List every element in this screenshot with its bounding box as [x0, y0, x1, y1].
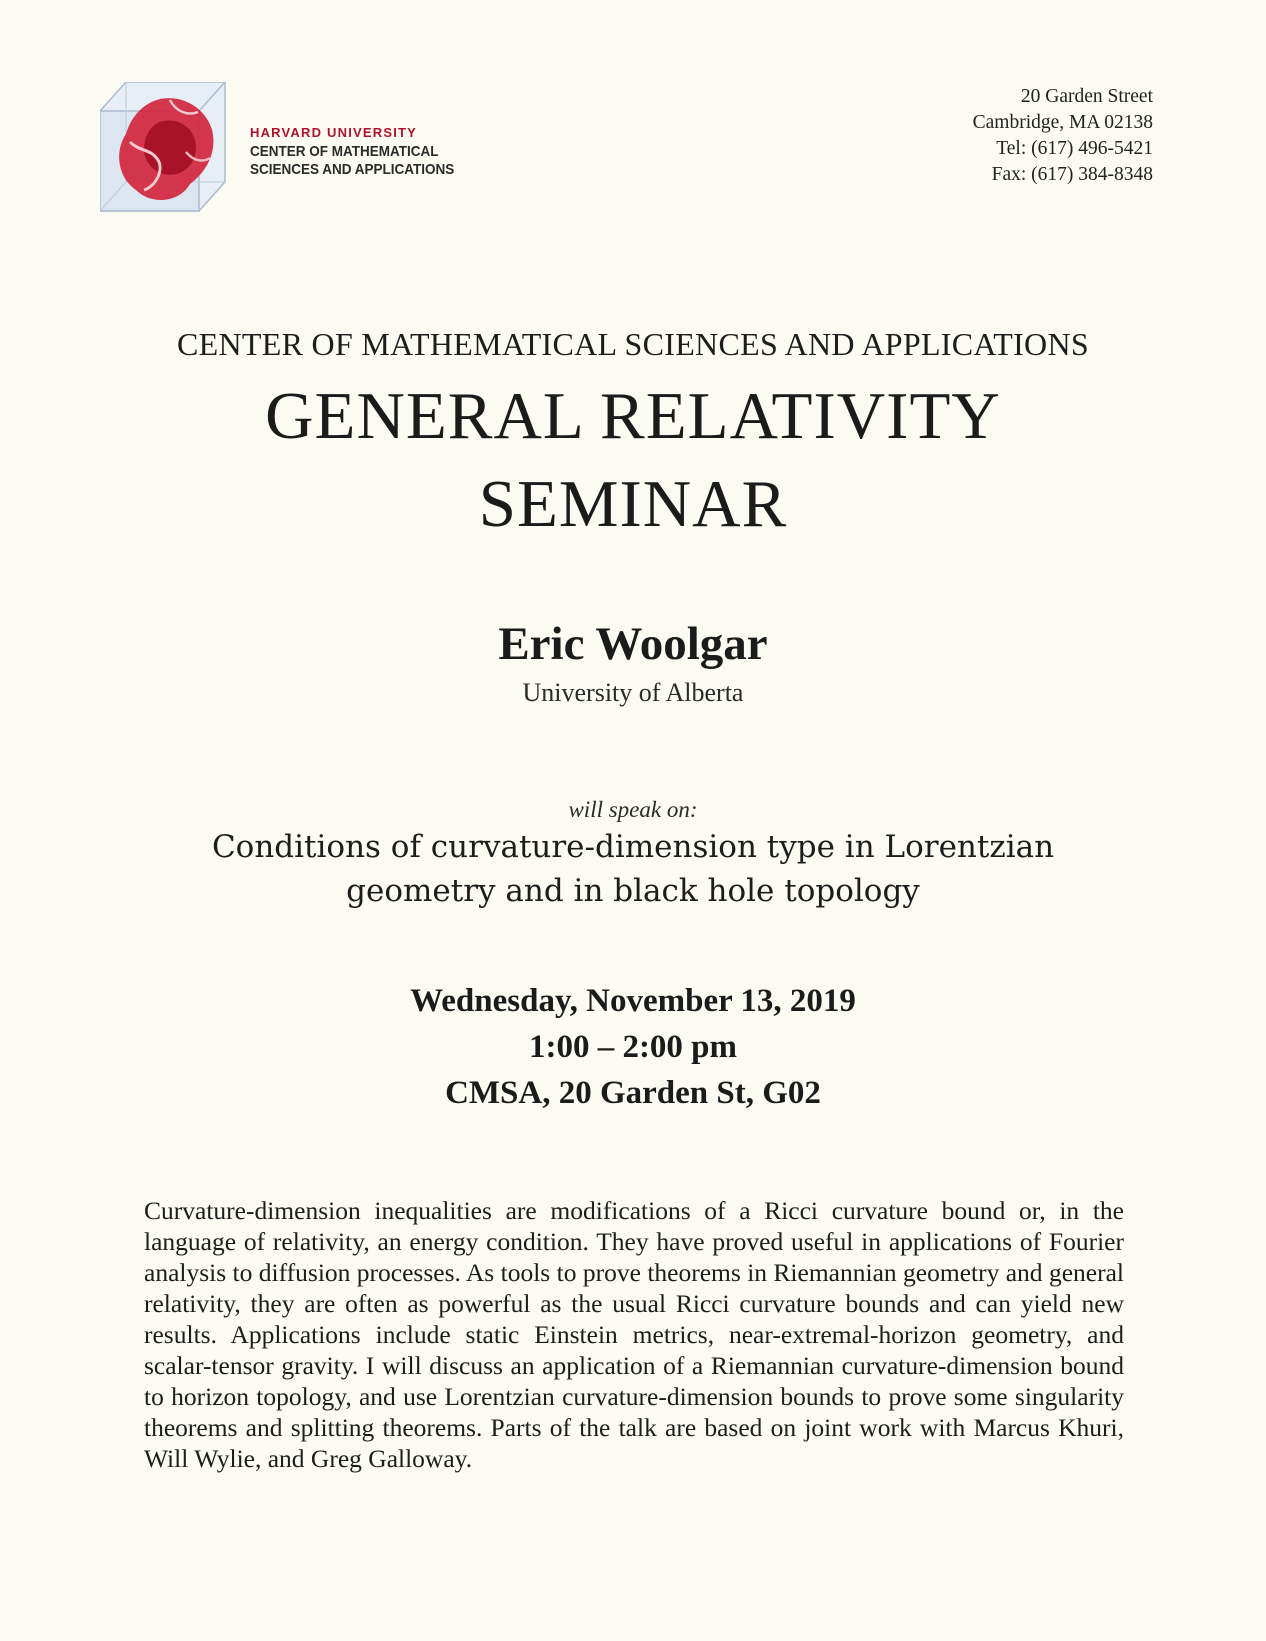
logo-line-2: SCIENCES AND APPLICATIONS	[250, 161, 455, 178]
seminar-title-line-2: SEMINAR	[478, 467, 788, 541]
cube-with-red-shape-icon	[100, 82, 232, 214]
address-tel: Tel: (617) 496-5421	[996, 138, 1153, 159]
event-details	[0, 978, 1266, 1116]
cmsa-logo	[100, 82, 455, 222]
abstract-text: Curvature-dimension inequalities are modifications of a Ricci curvature bound or, in the language of relativity, an energy condition. They have proved useful in applications of Fourier analysis to diffusion processes. As tools to prove theorems in Riemannian geometry and general relativity, they are often as powerful as the usual Ricci curvature bounds and can yield new results. Applications include static Einstein metrics, near-extremal-horizon geometry, and scalar-tensor gravity. I will discuss an application of a Riemannian curvature-dimension bound to horizon topology, and use Lorentzian curvature-dimension bounds to prove some singularity theorems and splitting theorems. Parts of the talk are based on joint work with Marcus Khuri, Will Wylie, and Greg Galloway.	[144, 1196, 1124, 1473]
seminar-title-line-1: GENERAL RELATIVITY	[265, 379, 1001, 453]
will-speak-on: will speak on:	[568, 797, 698, 822]
address-fax: Fax: (617) 384-8348	[991, 164, 1153, 185]
talk-title-line-2: geometry and in black hole topology	[346, 873, 920, 909]
address-street: 20 Garden Street	[1020, 86, 1153, 107]
speaker-name: Eric Woolgar	[498, 618, 768, 670]
seminar-title	[0, 372, 1266, 548]
logo-text	[250, 124, 454, 178]
address-block	[973, 84, 1153, 188]
event-time: 1:00 – 2:00 pm	[528, 1029, 738, 1065]
logo-university: HARVARD UNIVERSITY	[250, 125, 418, 140]
logo-line-1: CENTER OF MATHEMATICAL	[250, 143, 439, 160]
talk-title-line-1: Conditions of curvature-dimension type in Lorentzian	[211, 829, 1055, 865]
organization-heading: CENTER OF MATHEMATICAL SCIENCES AND APPLICATIONS	[177, 326, 1089, 362]
address-city: Cambridge, MA 02138	[972, 112, 1153, 133]
speaker-affiliation: University of Alberta	[522, 678, 744, 707]
talk-title	[0, 825, 1266, 913]
event-location: CMSA, 20 Garden St, G02	[445, 1075, 821, 1111]
event-date: Wednesday, November 13, 2019	[410, 983, 856, 1019]
